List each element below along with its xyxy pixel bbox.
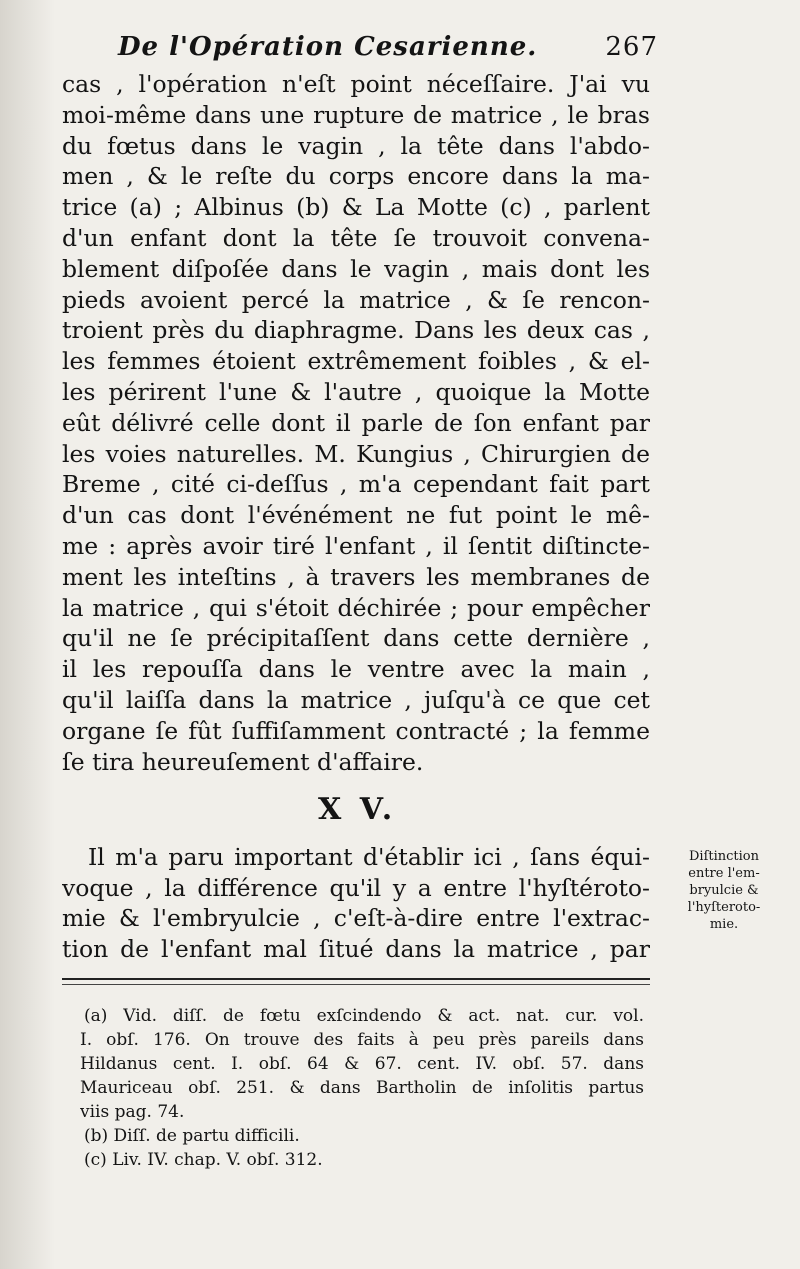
text-line: il les repouſſa dans le ventre avec la main , xyxy=(62,655,650,684)
text-line: du fœtus dans le vagin , la tête dans l'abdo- xyxy=(62,131,650,160)
text-line: la matrice , qui s'étoit déchirée ; pour empêcher xyxy=(62,593,650,622)
marginal-note-line: Diſtinction xyxy=(688,849,759,864)
footnote-line: (a) Vid. diſſ. de fœtu exſcindendo & act. nat. cur. vol. xyxy=(84,1006,644,1026)
footnote-line: viis pag. 74. xyxy=(80,1102,185,1122)
footnote-rule-thin xyxy=(62,984,650,985)
marginal-note-line: mie. xyxy=(709,917,739,932)
text-line: d'un enfant dont la tête ſe trouvoit convena- xyxy=(62,223,650,252)
footnote-rule xyxy=(62,978,650,980)
text-line: qu'il ne ſe précipitaſſent dans cette dernière , xyxy=(62,624,650,653)
footnote-line: Hildanus cent. I. obſ. 64 & 67. cent. IV. obſ. 57. dans xyxy=(80,1054,644,1074)
footnote-line: (b) Diſſ. de partu difficili. xyxy=(84,1126,300,1146)
footnote-line: Mauriceau obſ. 251. & dans Bartholin de inſolitis partus xyxy=(80,1078,644,1098)
marginal-note-line: bryulcie & xyxy=(689,883,759,898)
footnote-line: (c) Liv. IV. chap. V. obſ. 312. xyxy=(84,1150,323,1170)
page-number: 267 xyxy=(605,32,658,62)
text-line: cas , l'opération n'eſt point néceſſaire. J'ai vu xyxy=(62,70,650,98)
text-line: Breme , cité ci-deſſus , m'a cependant fait part xyxy=(62,470,650,499)
footnote-line: I. obſ. 176. On trouve des faits à peu près pareils dans xyxy=(80,1030,644,1050)
footnotes xyxy=(80,1004,644,1172)
text-line: qu'il laiſſa dans la matrice , juſqu'à ce que cet xyxy=(62,685,650,714)
text-line: blement diſpoſée dans le vagin , mais dont les xyxy=(62,254,650,283)
text-line: d'un cas dont l'événément ne fut point le mê- xyxy=(62,501,650,530)
text-line: les femmes étoient extrêmement foibles , & el- xyxy=(62,347,650,376)
text-line: troient près du diaphragme. Dans les deux cas , xyxy=(62,316,650,345)
text-line: mie & l'embryulcie , c'eſt-à-dire entre l'extrac- xyxy=(62,904,650,932)
text-line: les périrent l'une & l'autre , quoique la Motte xyxy=(62,377,650,406)
text-line: moi-même dans une rupture de matrice , le bras xyxy=(62,100,650,129)
text-line: Il m'a paru important d'établir ici , ſans équi- xyxy=(88,843,650,871)
page-gutter-shadow xyxy=(0,0,55,1269)
text-line: men , & le reſte du corps encore dans la ma- xyxy=(62,162,650,191)
text-line: ſe tira heureuſement d'affaire. xyxy=(62,747,424,776)
text-line: trice (a) ; Albinus (b) & La Motte (c) , parlent xyxy=(62,193,650,222)
text-line: eût délivré celle dont il parle de ſon enfant par xyxy=(62,408,650,437)
text-line: les voies naturelles. M. Kungius , Chirurgien de xyxy=(62,439,650,468)
text-line: tion de l'enfant mal ſitué dans la matrice , par xyxy=(62,934,650,963)
section-heading: X V. xyxy=(318,792,397,827)
running-head xyxy=(118,32,658,62)
running-title: De l'Opération Cesarienne. xyxy=(118,32,538,62)
paragraph-2 xyxy=(62,842,650,964)
text-line: me : après avoir tiré l'enfant , il ſentit diſtincte- xyxy=(62,531,650,560)
text-line: pieds avoient percé la matrice , & ſe rencon- xyxy=(62,285,650,314)
text-line: organe ſe fût ſuffiſamment contracté ; la femme xyxy=(62,716,650,745)
paragraph-1 xyxy=(62,69,650,777)
marginal-note-line: l'hyſteroto- xyxy=(687,900,761,915)
marginal-note xyxy=(654,848,794,933)
marginal-note-line: entre l'em- xyxy=(688,866,760,881)
text-line: ment les inteſtins , à travers les membranes de xyxy=(62,562,650,591)
text-line: voque , la différence qu'il y a entre l'hyſtéroto- xyxy=(62,873,650,902)
